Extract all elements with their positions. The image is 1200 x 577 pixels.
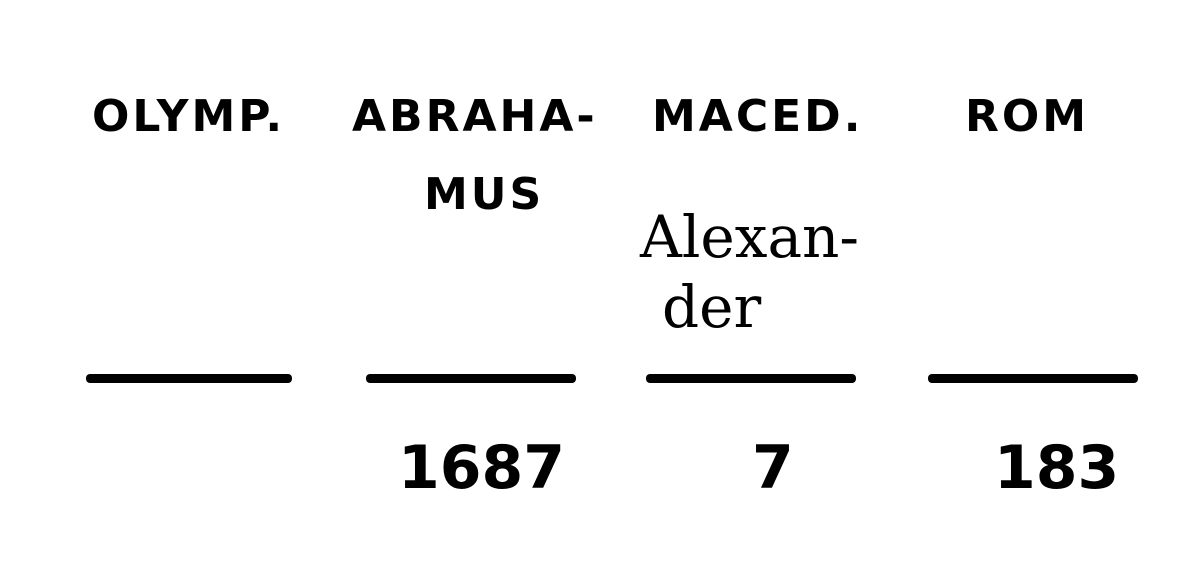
column-rule-abrahamus [366,374,576,383]
header-abrahamus [352,78,598,234]
header-abrahamus-line2: MUS [424,169,545,220]
value-abrahamus: 1687 [398,433,565,503]
subheading-alexander [640,202,859,342]
header-abrahamus-line1: ABRAHA- [352,91,598,142]
value-rom: 183 [994,433,1120,503]
header-maced: MACED. [652,91,864,142]
header-olymp: OLYMP. [92,91,286,142]
subheading-line2: der [662,273,762,341]
column-rule-olymp [86,374,292,383]
column-rule-rom [928,374,1138,383]
column-rule-maced [646,374,856,383]
header-rom: ROM [965,91,1090,142]
subheading-line1: Alexan- [640,203,860,271]
value-maced: 7 [752,433,794,503]
